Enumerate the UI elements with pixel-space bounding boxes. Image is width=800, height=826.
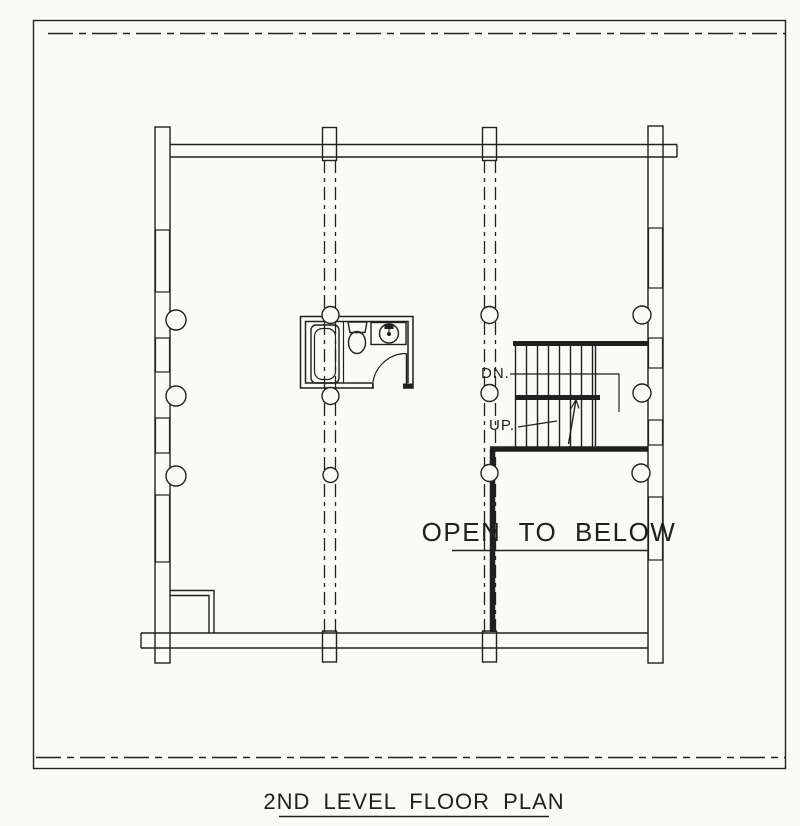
bathroom	[301, 317, 414, 389]
bathroom-door	[373, 354, 407, 388]
bathroom-inner-wall	[306, 322, 409, 384]
wall-stub	[403, 384, 413, 389]
drawing-title: 2ND LEVEL FLOOR PLAN	[263, 789, 565, 814]
staircase	[481, 344, 648, 450]
corner-enclosure	[170, 591, 214, 634]
post-bottom	[483, 631, 497, 662]
sheet-border	[34, 21, 786, 769]
title-block	[263, 789, 564, 817]
exterior-walls	[155, 126, 663, 663]
bottom-sill	[141, 633, 648, 648]
sink-vanity-icon	[371, 323, 406, 345]
border-rect	[34, 21, 786, 769]
stair-up-label: UP.	[489, 417, 516, 434]
stair-down-label: DN.	[481, 365, 510, 382]
stair-treads-upper	[527, 346, 593, 395]
post-bottom	[323, 631, 337, 662]
top-beam	[170, 145, 677, 158]
toilet-icon	[348, 322, 367, 354]
stair-treads-lower	[527, 400, 593, 447]
open-to-below-label: OPEN TO BELOW	[421, 517, 677, 547]
